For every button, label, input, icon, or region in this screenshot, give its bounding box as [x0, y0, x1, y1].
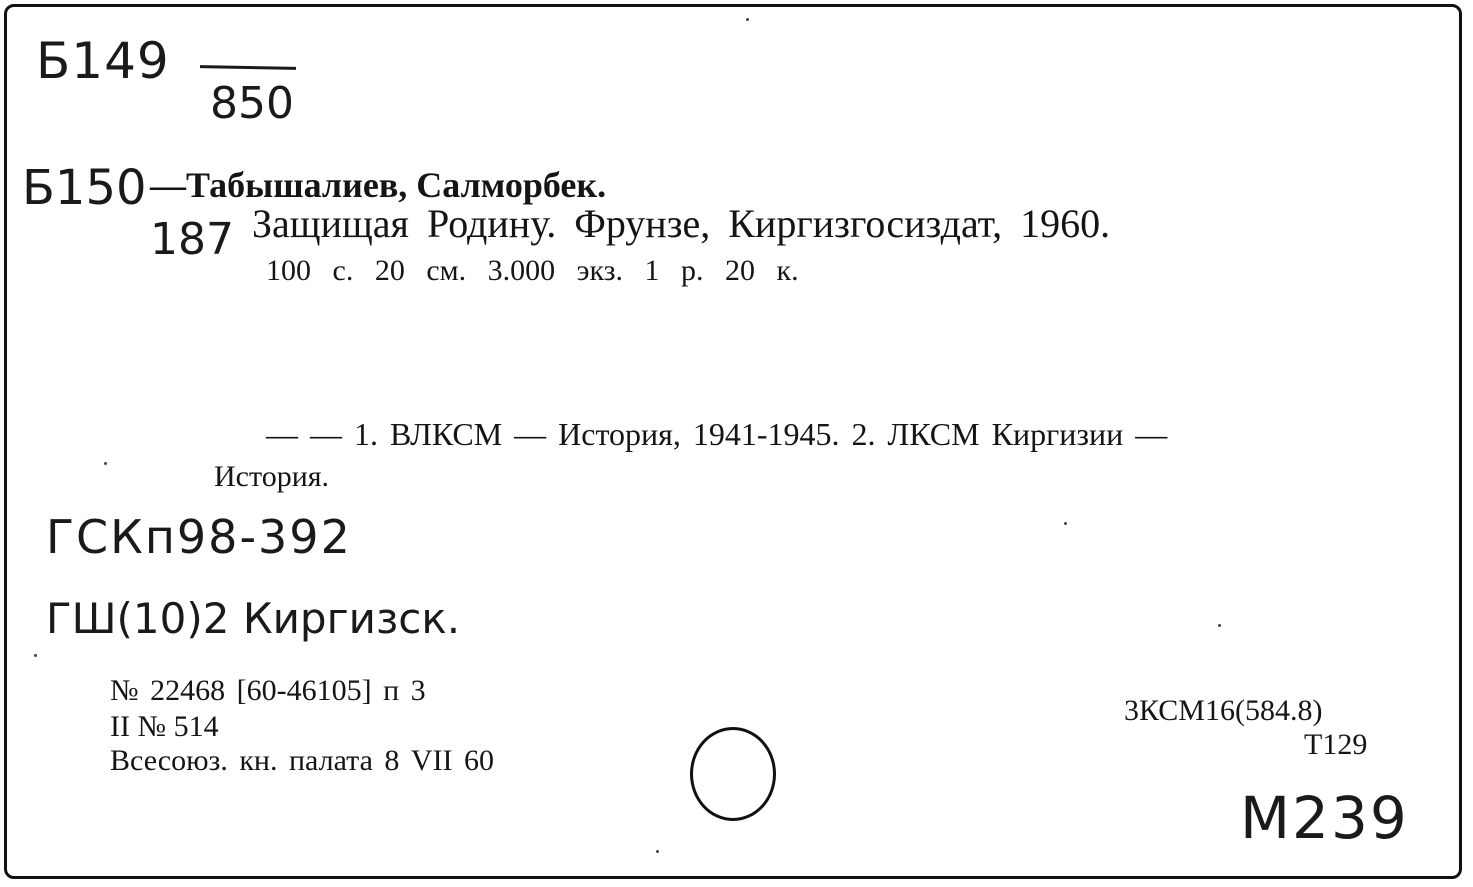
handwritten-call-number-2: 187 [150, 214, 234, 265]
scan-speck [656, 850, 659, 853]
handwritten-top-code: Б149 [36, 32, 170, 90]
scan-speck [746, 18, 749, 21]
classification-line-1: 3КСМ16(584.8) [1124, 694, 1323, 727]
details-line: 100 с. 20 см. 3.000 экз. 1 р. 20 к. [266, 254, 799, 287]
scan-speck [34, 654, 37, 657]
scan-speck [104, 462, 107, 465]
scan-speck [1218, 624, 1221, 627]
handwritten-bottom-code: M239 [1240, 784, 1409, 852]
handwritten-call-number-1: Б150 [22, 160, 147, 216]
imprint-line-1: № 22468 [60-46105] п 3 [110, 674, 426, 707]
classification-line-2: Т129 [1304, 728, 1368, 761]
author-line: —Табышалиев, Салморбек. [150, 165, 607, 205]
handwritten-top-fraction: 850 [210, 78, 294, 129]
subjects-line: — — 1. ВЛКСМ — История, 1941-1945. 2. ЛКСМ Киргизии — [266, 416, 1168, 452]
imprint-line-3: Всесоюз. кн. палата 8 VII 60 [110, 744, 495, 777]
title-line: Защищая Родину. Фрунзе, Киргизгосиздат, 1960. [252, 201, 1111, 246]
scan-speck [1064, 522, 1067, 525]
handwritten-gsk-code: ГСКп98-392 [46, 510, 352, 564]
subjects-line-2: История. [214, 460, 330, 493]
punch-hole [690, 727, 776, 821]
handwritten-gsh-code: ГШ(10)2 Киргизск. [46, 594, 461, 643]
imprint-line-2: II № 514 [110, 710, 219, 743]
